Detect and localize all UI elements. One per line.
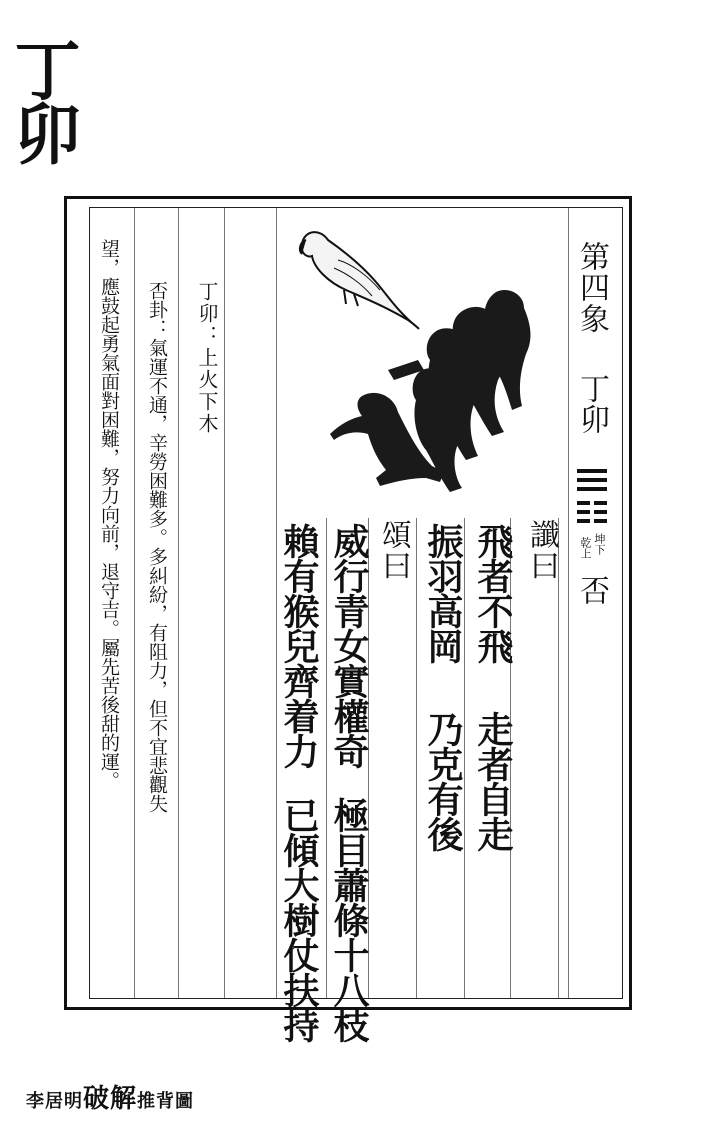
- figure-number: 第四象: [574, 241, 609, 334]
- column-rule: [178, 208, 179, 998]
- footer-author: 李居明: [26, 1091, 83, 1112]
- gua-lower-label: 坤下: [593, 533, 606, 555]
- parrot-icon: [300, 232, 418, 328]
- chen-line-1a: 飛者不飛: [472, 523, 514, 663]
- column-rule: [326, 518, 327, 998]
- commentary-line-2: 望，應鼓起勇氣面對困難，努力向前，退守吉。屬先苦後甜的運。: [98, 239, 120, 790]
- chen-line-2a: 振羽高岡: [422, 523, 464, 663]
- footer-title-emphasis: 破解: [83, 1084, 138, 1114]
- element-line: 丁卯：上火下木: [195, 281, 219, 435]
- column-rule: [416, 518, 417, 998]
- column-rule: [558, 518, 559, 998]
- monkey-icon: [330, 290, 530, 492]
- gua-name: 否: [574, 575, 609, 606]
- song-line-1b: 極目蕭條十八枝: [328, 797, 370, 1042]
- book-footer: [26, 1078, 194, 1115]
- hexagram-lower-icon: [577, 501, 607, 528]
- column-rule: [464, 518, 465, 998]
- song-line-2b: 已傾大樹仗扶持: [278, 797, 320, 1042]
- column-rule: [568, 208, 569, 998]
- hexagram-upper-icon: [577, 469, 607, 496]
- song-line-2a: 賴有猴兒齊着力: [278, 523, 320, 768]
- column-rule: [134, 208, 135, 998]
- footer-title: 推背圖: [137, 1091, 195, 1112]
- commentary-line-1: 否卦：氣運不通，辛勞困難多。多糾紛，有阻力，但不宜悲觀失: [146, 281, 168, 813]
- chen-line-1b: 走者自走: [472, 711, 514, 851]
- chen-line-2b: 乃克有後: [422, 711, 464, 851]
- parrot-and-monkeys-illustration: [268, 220, 544, 500]
- gua-upper-label: 乾上: [579, 537, 592, 559]
- song-line-1a: 威行青女實權奇: [328, 523, 370, 768]
- chen-label: 讖曰: [524, 519, 559, 581]
- figure-name: 丁卯: [574, 373, 609, 435]
- column-rule: [224, 208, 225, 998]
- song-label: 頌曰: [376, 519, 411, 581]
- page-big-title: 丁卯: [3, 36, 80, 164]
